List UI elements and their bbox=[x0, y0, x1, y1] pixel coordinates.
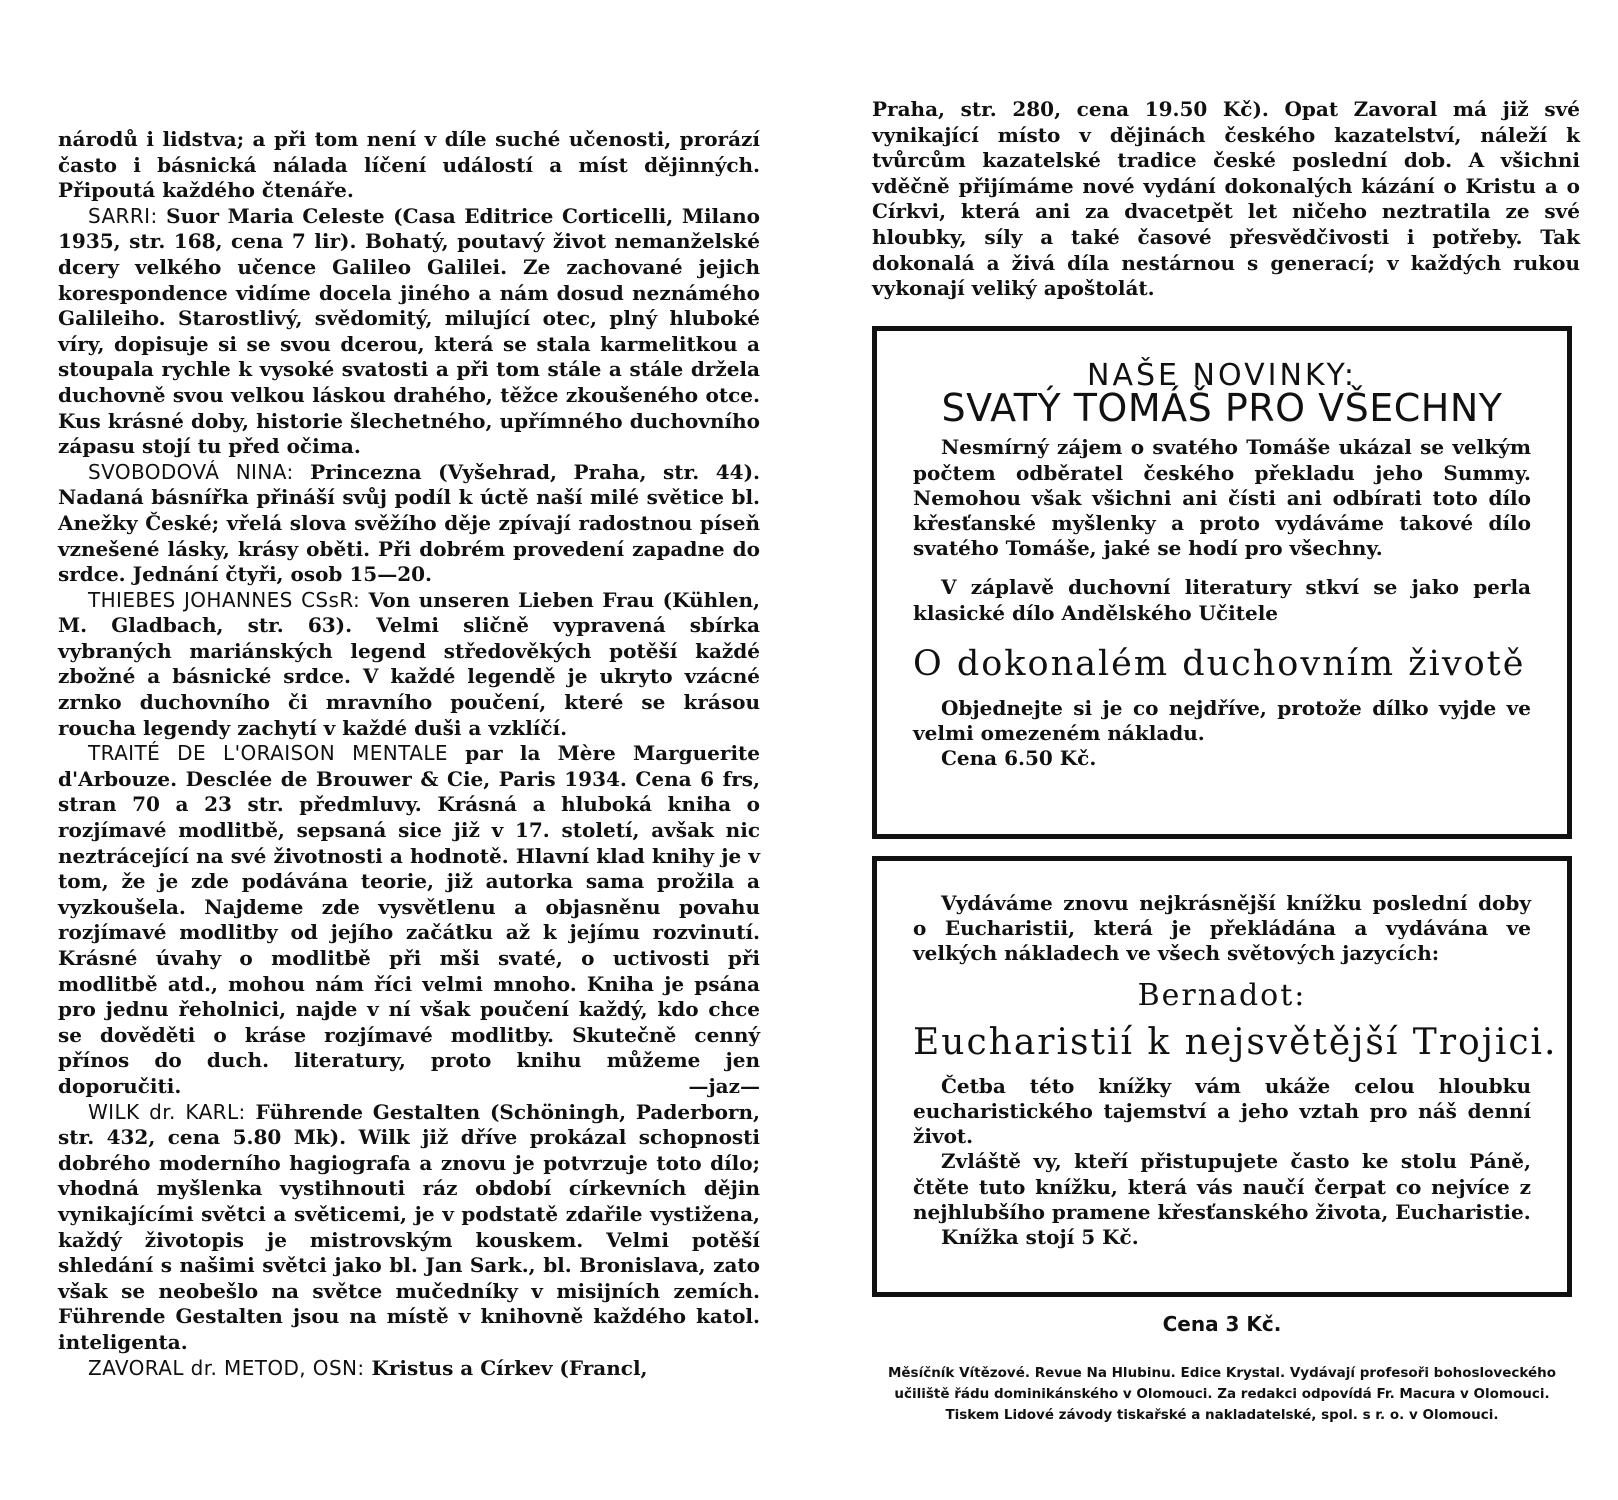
advert-box-content bbox=[913, 331, 1531, 771]
advert-paragraph: Nesmírný zájem o svatého Tomáše ukázal se velkým počtem odběratel českého překladu jeho Summy. Nemohou však všichni ani čísti ani odbírati toto dílo křesťanské myšlenky a proto vydáváme takové dílo svatého Tomáše, jaké se hodí pro všechny. bbox=[913, 435, 1531, 561]
review-entry bbox=[58, 1100, 760, 1356]
advert-author: Bernadot: bbox=[1137, 977, 1307, 1013]
entry-head: WILK dr. KARL: bbox=[88, 1099, 246, 1124]
entry-text: Führende Gestalten (Schöningh, Paderborn, str. 432, cena 5.80 Mk). Wilk již dříve prokázal schopnosti dobrého moderního hagiografa a znovu je potvrzuje toto dílo; vhodná myšlenka vystihnouti ráz období církevních dějin vynikajícími světci a světicemi, je v podstatě zdařile vystižena, každý životopis je mistrovským kouskem. Velmi potěší shledání s našimi světci jako bl. Jan Sark., bl. Bronislava, zato však se neobešlo na světce mučedníky v misijních zemích. Führende Gestalten jsou na místě v knihovně každého katol. inteligenta. bbox=[58, 1099, 760, 1354]
issue-price: Cena 3 Kč. bbox=[1162, 1312, 1282, 1336]
entry-head: ZAVORAL dr. METOD, OSN: bbox=[88, 1355, 365, 1380]
review-entry bbox=[58, 1356, 760, 1382]
review-entry bbox=[58, 741, 760, 1099]
advert-title: NAŠE NOVINKY: bbox=[1087, 358, 1357, 393]
entry-text: par la Mère Marguerite d'Arbouze. Desclée de Brouwer & Cie, Paris 1934. Cena 6 frs, stran 70 a 23 str. předmluvy. Krásná a hluboká kniha o rozjímavé modlitbě, sepsaná sice již v 17. století, avšak nic neztrácející na své životnosti a hodnotě. Hlavní klad knihy je v tom, že je zde podávána teorie, již autorka sama prožila a vyzkoušela. Najdeme zde vysvětlenu a objasněnu povahu rozjímavé modlitby od jejího začátku až k jejímu rozvinutí. Krásné úvahy o modlitbě při mši svaté, o uctivosti při modlitbě atd., mohou nám říci velmi mnoho. Kniha je psána pro jednu řeholnici, najde v ní však poučení každý, kdo chce se dověděti o kráse rozjímavé modlitby. Skutečně cenný přínos do duch. literatury, proto knihu můžeme jen doporučiti. bbox=[58, 741, 761, 1098]
review-entry bbox=[58, 588, 760, 742]
entry-text: Kristus a Církev (Francl, bbox=[364, 1355, 648, 1380]
advert-box-content bbox=[913, 891, 1558, 1250]
advert-paragraph: V záplavě duchovní literatury stkví se jako perla klasické dílo Andělského Učitele bbox=[913, 575, 1531, 625]
entry-head: TRAITÉ DE L'ORAISON MENTALE bbox=[88, 741, 448, 766]
advert-paragraph: Četba této knížky vám ukáže celou hloubku eucharistického tajemství a jeho vztah pro náš denní život. bbox=[913, 1073, 1531, 1149]
advert-price: Knížka stojí 5 Kč. bbox=[941, 1225, 1139, 1250]
entry-text: Suor Maria Celeste (Casa Editrice Corticelli, Milano 1935, str. 168, cena 7 lir). Bohatý, poutavý život nemanželské dcery velkého učence Galileo Galilei. Ze zachované jejich korespondence vidíme docela jiného a nám dosud neznámého Galileiho. Starostlivý, svědomitý, milující otec, plný hluboké víry, dopisuje si se svou dcerou, která se stala karmelitkou a stoupala rychle k vysoké svatosti a při tom stále a stále držela duchovně svou velkou láskou drahého, těžce zkoušeného otce. Kus krásné doby, historie šlechetného, upřímného duchovního zápasu stojí tu před očima. bbox=[58, 203, 760, 459]
entry-text: Princezna (Vyšehrad, Praha, str. 44). Nadaná básnířka přináší svůj podíl k úctě naší milé světice bl. Anežky České; vřelá slova svěžího děje zpívají radostnou píseň vznešené lásky, krásy oběti. Při dobrém provedení zapadne do srdce. Jednání čtyři, osob 15—20. bbox=[58, 459, 761, 587]
advert-book-title: Eucharistií k nejsvětější Trojici. bbox=[913, 1021, 1558, 1063]
advert-paragraph: Zvláště vy, kteří přistupujete často ke stolu Páně, čtěte tuto knížku, která vás naučí čerpat co nejvíce z nejhlubšího pramene křesťanského života, Eucharistie. bbox=[913, 1149, 1531, 1224]
left-column bbox=[58, 127, 760, 1381]
advert-subtitle: SVATÝ TOMÁŠ PRO VŠECHNY bbox=[941, 386, 1503, 431]
advert-paragraph: Objednejte si je co nejdříve, protože dílko vyjde ve velmi omezeném nákladu. bbox=[913, 695, 1531, 746]
advert-price: Cena 6.50 Kč. bbox=[941, 746, 1097, 771]
review-entry bbox=[58, 460, 760, 588]
entry-head: THIEBES JOHANNES CSsR: bbox=[88, 587, 361, 612]
right-intro: Praha, str. 280, cena 19.50 Kč). Opat Zavoral má již své vynikající místo v dějinách českého kazatelství, náleží k tvůrcům kazatelské tradice české poslední dob. A všichni vděčně přijímáme nové vydání dokonalých kázání o Kristu a o Církvi, která ani za dvacetpět let ničeho neztratila ze své hloubky, síly a také časové přesvědčivosti i potřeby. Tak dokonalá a živá díla nestárnou s generací; v každých rukou vykonají veliký apoštolát. bbox=[872, 97, 1580, 301]
entry-text: Von unseren Lieben Frau (Kühlen, M. Gladbach, str. 63). Velmi sličně vypravená sbírka vybraných mariánských legend středověkých potěší každé zbožné a básnické srdce. V každé legendě je ukryto vzácné zrnko duchovního či mravního poučení, které se krásou roucha legendy zachytí v každé duši a vzklíčí. bbox=[58, 587, 760, 740]
entry-head: SARRI: bbox=[88, 203, 158, 228]
advert-book-title: O dokonalém duchovním životě bbox=[913, 643, 1526, 684]
review-entry bbox=[58, 204, 760, 460]
reviewer-signature: —jaz— bbox=[688, 1073, 760, 1098]
right-column bbox=[872, 97, 1580, 302]
advert-paragraph: Vydáváme znovu nejkrásnější knížku poslední doby o Eucharistii, která je překládána a vydávána ve velkých nákladech ve všech světových jazycích: bbox=[913, 891, 1531, 966]
advert-box-bernadot bbox=[872, 856, 1572, 1297]
imprint: Měsíčník Vítězové. Revue Na Hlubinu. Edice Krystal. Vydávají profesoři bohosloveckého učiliště řádu dominikánského v Olomouci. Za redakci odpovídá Fr. Macura v Olomouci. Tiskem Lidové závody tiskařské a nakladatelské, spol. s r. o. v Olomouci. bbox=[887, 1365, 1557, 1423]
left-intro: národů i lidstva; a při tom není v díle suché učenosti, prorází často i básnická nálada líčení událostí a míst dějinných. Připoutá každého čtenáře. bbox=[58, 127, 760, 203]
entry-head: SVOBODOVÁ NINA: bbox=[88, 459, 294, 484]
advert-box-novinky bbox=[872, 326, 1572, 839]
